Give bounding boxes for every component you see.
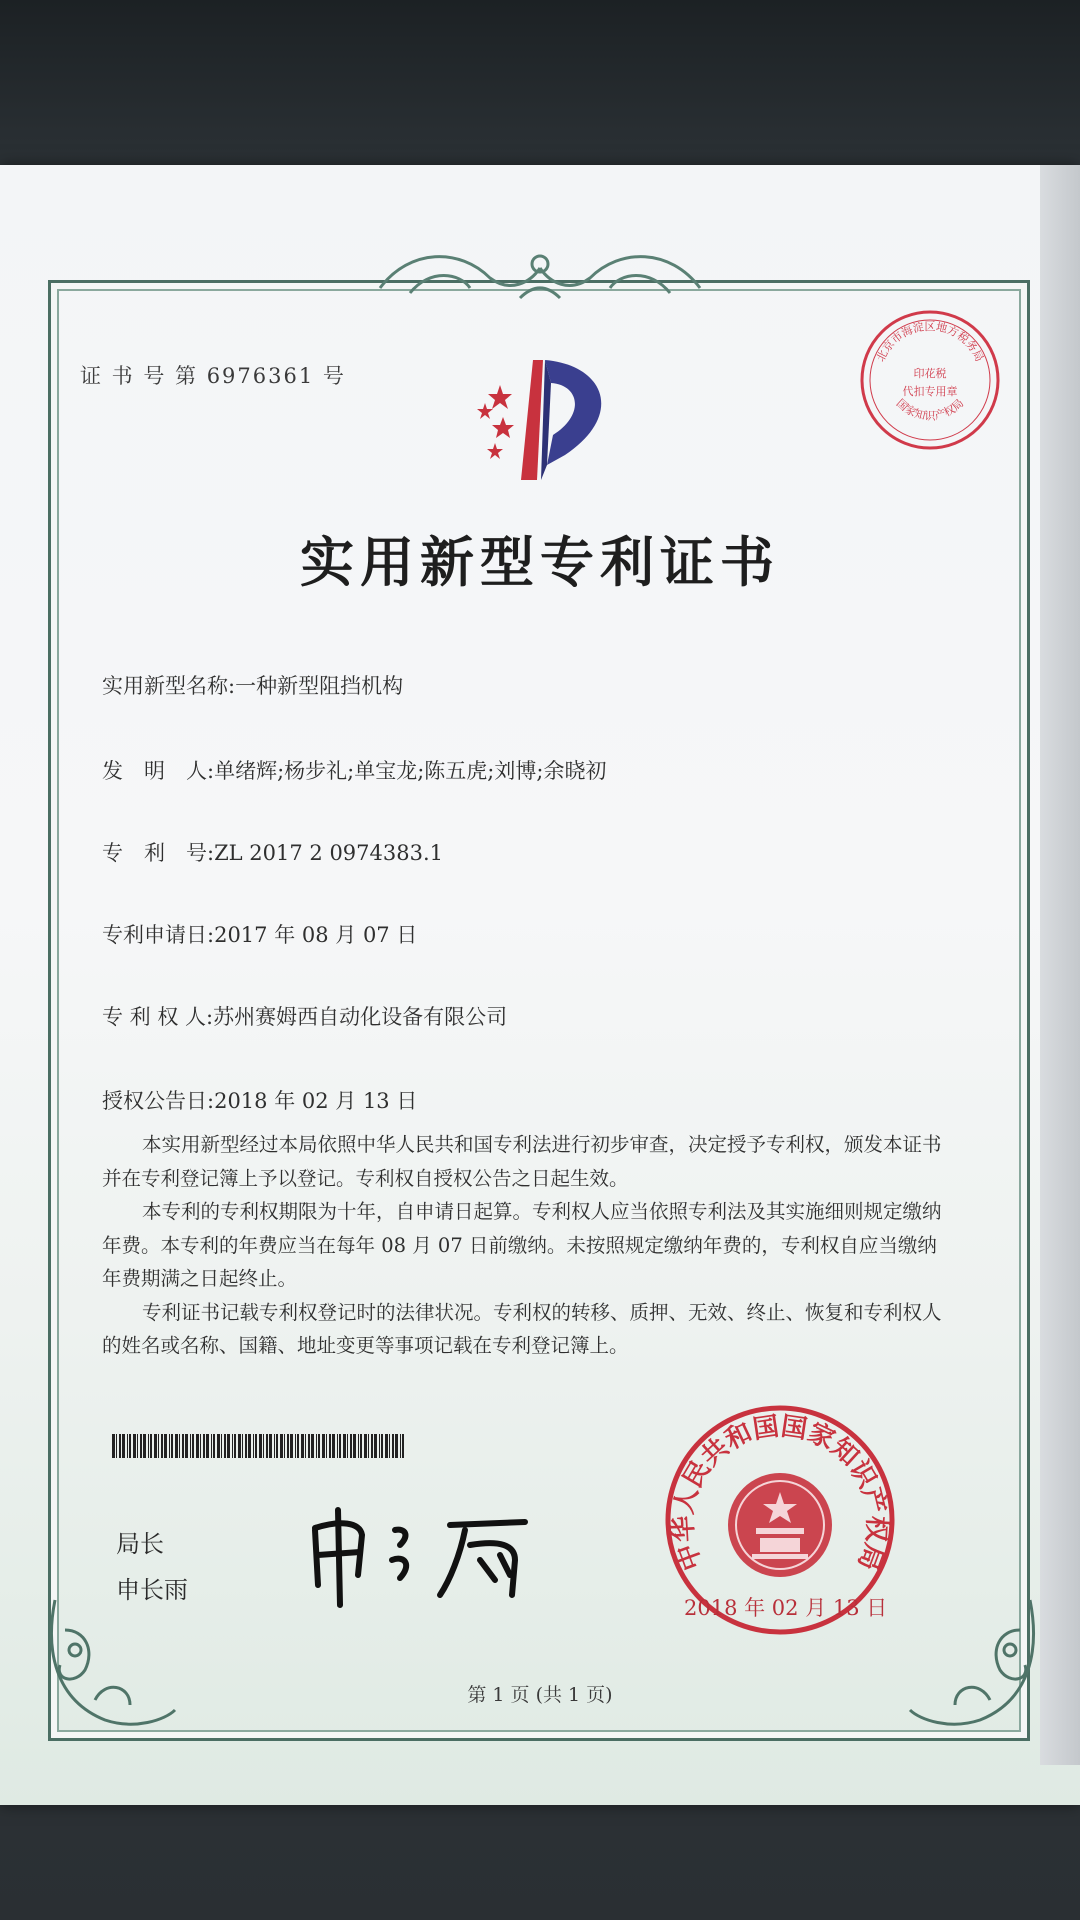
certificate-number: 证 书 号 第 6976361 号 xyxy=(80,364,346,388)
director-name: 申长雨 xyxy=(116,1576,188,1604)
barcode-bar xyxy=(190,1434,191,1458)
barcode-bar xyxy=(119,1434,121,1458)
barcode-bar xyxy=(322,1434,325,1458)
barcode-bar xyxy=(211,1434,212,1458)
patentee-label: 专 利 权 人: xyxy=(102,1005,214,1029)
director-signature xyxy=(300,1500,560,1610)
patent-no-value: ZL 2017 2 0974383.1 xyxy=(214,841,444,865)
barcode-bar xyxy=(143,1434,146,1458)
small-seal-bottom-text: 国家知识产权局 xyxy=(893,396,967,423)
grant-date-value: 2018 年 02 月 13 日 xyxy=(214,1089,418,1113)
barcode-bar xyxy=(192,1434,194,1458)
barcode-bar xyxy=(224,1434,226,1458)
barcode-bar xyxy=(284,1434,285,1458)
barcode-bar xyxy=(276,1434,278,1458)
barcode-bar xyxy=(402,1434,404,1458)
barcode-bar xyxy=(305,1434,306,1458)
filing-date-value: 2017 年 08 月 07 日 xyxy=(214,923,418,947)
barcode-bar xyxy=(290,1434,293,1458)
barcode-bar xyxy=(148,1434,149,1458)
barcode-bar xyxy=(301,1434,304,1458)
barcode-bar xyxy=(381,1434,383,1458)
barcode-bar xyxy=(227,1434,230,1458)
barcode-bar xyxy=(392,1434,394,1458)
barcode-bar xyxy=(158,1434,159,1458)
barcode-bar xyxy=(280,1434,283,1458)
barcode-bar xyxy=(200,1434,201,1458)
field-patent-number xyxy=(102,837,443,867)
field-inventors xyxy=(102,755,606,785)
barcode-bar xyxy=(371,1434,373,1458)
barcode-bar xyxy=(242,1434,243,1458)
bottom-left-ornament xyxy=(35,1590,185,1740)
barcode-bar xyxy=(274,1434,275,1458)
inventor-value: 单绪辉;杨步礼;单宝龙;陈五虎;刘博;余晓初 xyxy=(214,759,607,783)
patentee-value: 苏州赛姆西自动化设备有限公司 xyxy=(213,1005,508,1029)
barcode-bar xyxy=(395,1434,398,1458)
certificate-title: 实用新型专利证书 xyxy=(300,531,780,594)
barcode-bar xyxy=(287,1434,289,1458)
barcode-bar xyxy=(259,1434,262,1458)
barcode-bar xyxy=(154,1434,157,1458)
barcode-bar xyxy=(203,1434,205,1458)
barcode-bar xyxy=(316,1434,317,1458)
barcode-bar xyxy=(179,1434,180,1458)
name-value: 一种新型阻挡机构 xyxy=(235,674,404,698)
certificate-body xyxy=(102,1128,952,1363)
barcode-bar xyxy=(269,1434,272,1458)
barcode-bar xyxy=(297,1434,299,1458)
barcode-bar xyxy=(112,1434,115,1458)
barcode-bar xyxy=(337,1434,338,1458)
barcode-bar xyxy=(133,1434,136,1458)
barcode-bar xyxy=(164,1434,167,1458)
body-paragraph-3: 专利证书记载专利权登记时的法律状况。专利权的转移、质押、无效、终止、恢复和专利权人的姓名或名称、国籍、地址变更等事项记载在专利登记簿上。 xyxy=(102,1300,942,1357)
barcode-bar xyxy=(318,1434,320,1458)
field-filing-date xyxy=(102,919,417,949)
barcode-bar xyxy=(150,1434,152,1458)
barcode-bar xyxy=(245,1434,247,1458)
big-seal-ring-text: 中华人民共和国国家知识产权局 xyxy=(668,1411,892,1575)
paper-stack-edge xyxy=(1040,165,1080,1765)
field-utility-model-name xyxy=(102,670,403,700)
small-seal-ring-text: 北京市海淀区地方税务局 xyxy=(873,320,987,364)
barcode-bar xyxy=(234,1434,236,1458)
barcode-bar xyxy=(169,1434,170,1458)
field-grant-date xyxy=(102,1085,417,1115)
barcode-bar xyxy=(368,1434,369,1458)
body-paragraph-2: 本专利的专利权期限为十年，自申请日起算。专利权人应当依照专利法及其实施细则规定缴纳年费。本专利的年费应当在每年 08 月 07 日前缴纳。未按照规定缴纳年费的，专利权自应当缴纳年费期满之日起终止。 xyxy=(102,1200,942,1290)
barcode-bar xyxy=(213,1434,215,1458)
barcode-bar xyxy=(196,1434,199,1458)
barcode-bar xyxy=(238,1434,241,1458)
barcode-bar xyxy=(311,1434,314,1458)
barcode-bar xyxy=(140,1434,142,1458)
patent-no-label: 专 利 号: xyxy=(102,841,215,865)
barcode-bar xyxy=(232,1434,233,1458)
barcode-bar xyxy=(253,1434,254,1458)
patent-office-logo xyxy=(455,355,625,485)
inventor-label: 发 明 人: xyxy=(102,759,215,783)
bottom-right-ornament xyxy=(900,1590,1050,1740)
barcode-bar xyxy=(385,1434,388,1458)
barcode-bar xyxy=(389,1434,390,1458)
barcode-bar xyxy=(266,1434,268,1458)
filing-date-label: 专利申请日: xyxy=(102,923,215,947)
barcode-bar xyxy=(360,1434,362,1458)
barcode-bar xyxy=(175,1434,178,1458)
barcode-bar xyxy=(116,1434,117,1458)
barcode-bar xyxy=(400,1434,401,1458)
barcode-bar xyxy=(171,1434,173,1458)
barcode-bar xyxy=(129,1434,131,1458)
barcode-bar xyxy=(374,1434,377,1458)
barcode-bar xyxy=(364,1434,367,1458)
barcode-bar xyxy=(248,1434,251,1458)
name-label: 实用新型名称: xyxy=(102,674,236,698)
barcode xyxy=(112,1434,406,1458)
barcode-bar xyxy=(379,1434,380,1458)
barcode-bar xyxy=(255,1434,257,1458)
tax-stamp-seal xyxy=(855,305,1005,455)
barcode-bar xyxy=(295,1434,296,1458)
field-patentee xyxy=(102,1001,507,1031)
barcode-bar xyxy=(343,1434,346,1458)
barcode-bar xyxy=(339,1434,341,1458)
barcode-bar xyxy=(127,1434,128,1458)
barcode-bar xyxy=(221,1434,222,1458)
barcode-bar xyxy=(308,1434,310,1458)
barcode-bar xyxy=(326,1434,327,1458)
barcode-bar xyxy=(217,1434,220,1458)
page-number: 第 1 页 (共 1 页) xyxy=(467,1684,613,1706)
barcode-bar xyxy=(137,1434,138,1458)
grant-date-label: 授权公告日: xyxy=(102,1089,215,1113)
barcode-bar xyxy=(350,1434,352,1458)
barcode-bar xyxy=(329,1434,331,1458)
small-seal-center-2: 代扣专用章 xyxy=(902,385,958,398)
barcode-bar xyxy=(353,1434,356,1458)
top-ornament xyxy=(370,238,710,308)
barcode-bar xyxy=(182,1434,184,1458)
svg-text:国家知识产权局 xyxy=(894,397,967,423)
barcode-bar xyxy=(347,1434,348,1458)
barcode-bar xyxy=(358,1434,359,1458)
barcode-bar xyxy=(263,1434,264,1458)
director-title: 局长 xyxy=(116,1530,164,1558)
barcode-bar xyxy=(206,1434,209,1458)
seal-date: 2018 年 02 月 13 日 xyxy=(684,1596,888,1620)
small-seal-center-1: 印花税 xyxy=(913,367,947,380)
body-paragraph-1: 本实用新型经过本局依照中华人民共和国专利法进行初步审查，决定授予专利权，颁发本证书并在专利登记簿上予以登记。专利权自授权公告之日起生效。 xyxy=(102,1133,942,1190)
barcode-bar xyxy=(122,1434,125,1458)
barcode-bar xyxy=(185,1434,188,1458)
barcode-bar xyxy=(332,1434,335,1458)
barcode-bar xyxy=(161,1434,163,1458)
